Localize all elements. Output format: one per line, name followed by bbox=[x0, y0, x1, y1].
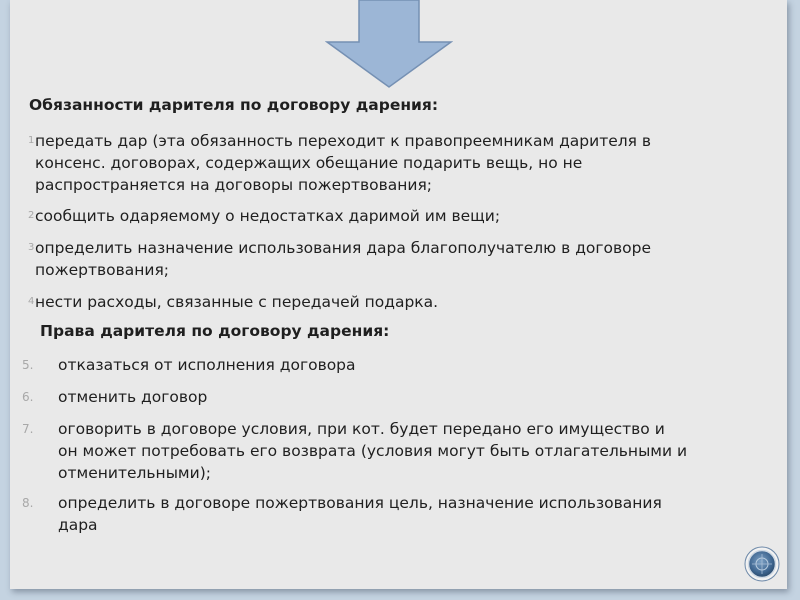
list-item bbox=[28, 291, 439, 313]
item-line: отменить договор bbox=[58, 388, 208, 406]
obligations-title: Обязанности дарителя по договору дарения: bbox=[29, 96, 439, 114]
item-line: отменительными); bbox=[58, 464, 211, 482]
down-arrow-icon bbox=[325, 0, 453, 90]
round-logo-icon bbox=[744, 546, 780, 582]
list-item bbox=[22, 418, 688, 484]
list-item bbox=[28, 130, 652, 196]
item-number: 2 bbox=[28, 210, 35, 221]
item-line: оговорить в договоре условия, при кот. будет передано его имущество и bbox=[58, 420, 665, 438]
item-line: нести расходы, связанные с передачей подарка. bbox=[35, 293, 439, 311]
item-line: он может потребовать его возврата (условия могут быть отлагательными и bbox=[58, 442, 688, 460]
item-line: пожертвования; bbox=[35, 261, 169, 279]
item-line: консенс. договорах, содержащих обещание подарить вещь, но не bbox=[35, 154, 583, 172]
item-line: распространяется на договоры пожертвования; bbox=[35, 176, 432, 194]
item-number: 4 bbox=[28, 296, 35, 307]
item-number: 5. bbox=[22, 358, 34, 372]
item-line: отказаться от исполнения договора bbox=[58, 356, 356, 374]
item-line: передать дар (эта обязанность переходит к правопреемникам дарителя в bbox=[35, 132, 652, 150]
list-item bbox=[22, 386, 208, 408]
item-number: 8. bbox=[22, 496, 34, 510]
item-number: 3 bbox=[28, 242, 35, 253]
list-item bbox=[28, 237, 652, 281]
item-line: определить назначение использования дара благополучателю в договоре bbox=[35, 239, 652, 257]
list-item bbox=[22, 354, 356, 376]
item-number: 7. bbox=[22, 422, 34, 436]
item-number: 6. bbox=[22, 390, 34, 404]
list-item bbox=[28, 205, 501, 227]
item-line: дара bbox=[58, 516, 98, 534]
item-line: сообщить одаряемому о недостатках даримой им вещи; bbox=[35, 207, 501, 225]
list-item bbox=[22, 492, 662, 536]
rights-title: Права дарителя по договору дарения: bbox=[40, 322, 390, 340]
item-line: определить в договоре пожертвования цель, назначение использования bbox=[58, 494, 662, 512]
item-number: 1 bbox=[28, 135, 35, 146]
